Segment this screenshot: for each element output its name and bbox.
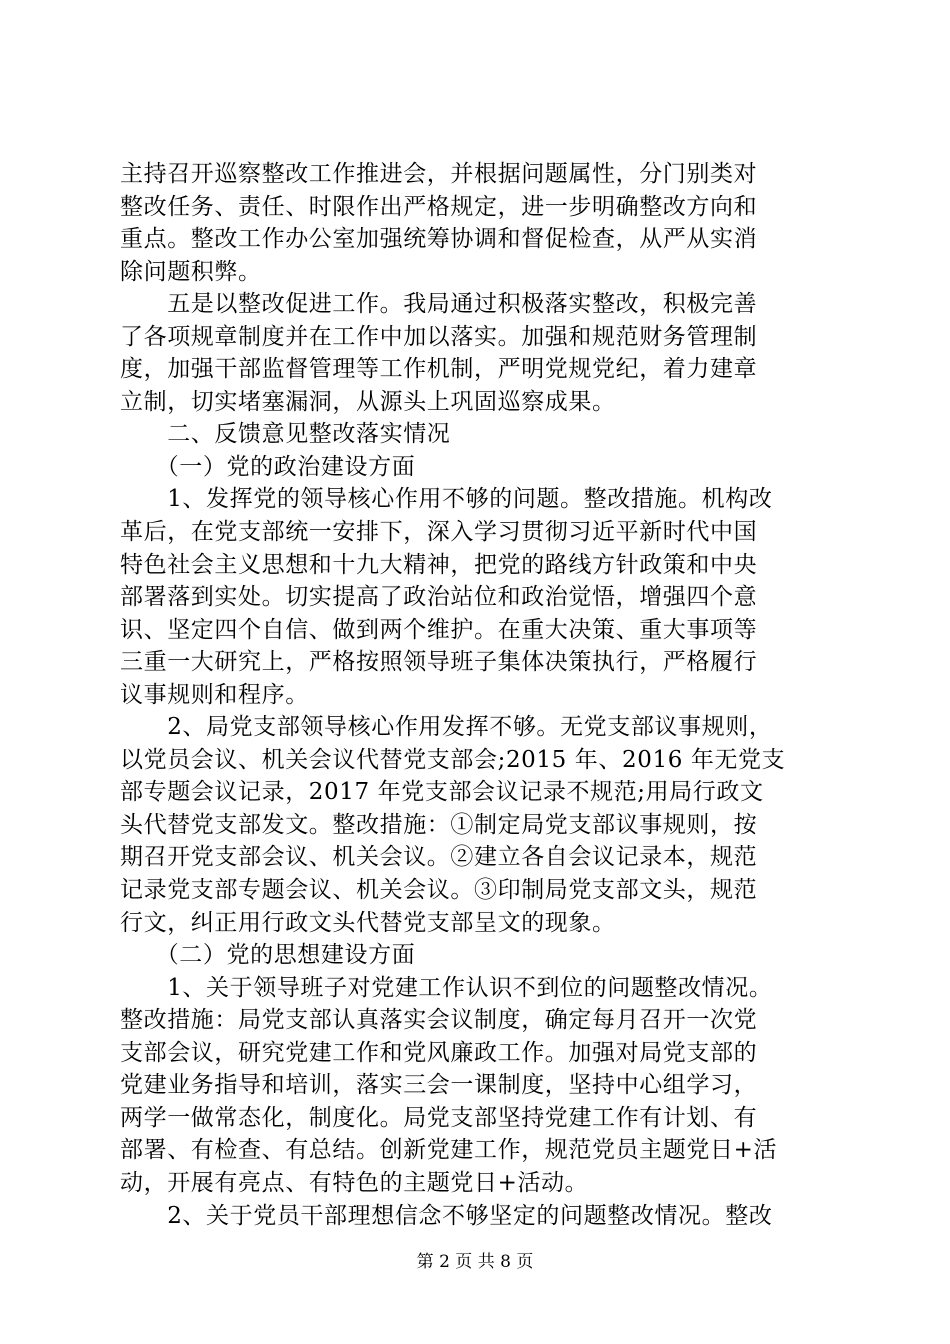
text-line: 动，开展有亮点、有特色的主题党日+活动。 — [120, 1169, 589, 1196]
text-line: 两学一做常态化，制度化。局党支部坚持党建工作有计划、有 — [120, 1104, 758, 1131]
text-line: 革后，在党支部统一安排下，深入学习贯彻习近平新时代中国 — [120, 519, 758, 546]
text-line: 支部会议，研究党建工作和党风廉政工作。加强对局党支部的 — [120, 1039, 758, 1066]
text-line: 识、坚定四个自信、做到两个维护。在重大决策、重大事项等 — [120, 616, 758, 643]
text-line: 整改措施：局党支部认真落实会议制度，确定每月召开一次党 — [120, 1007, 758, 1034]
page-footer: 第 2 页 共 8 页 — [416, 1252, 534, 1272]
text-line: 部专题会议记录，2017 年党支部会议记录不规范;用局行政文 — [120, 779, 764, 806]
text-line: 度，加强干部监督管理等工作机制，严明党规党纪，着力建章 — [120, 356, 758, 383]
text-line: （一）党的政治建设方面 — [120, 453, 416, 480]
text-line: 立制，切实堵塞漏洞，从源头上巩固巡察成果。 — [120, 388, 616, 415]
text-line: 二、反馈意见整改落实情况 — [120, 421, 451, 448]
text-line: 记录党支部专题会议、机关会议。③印制局党支部文头，规范 — [120, 877, 758, 904]
text-line: 主持召开巡察整改工作推进会，并根据问题属性，分门别类对 — [120, 161, 758, 187]
text-line: 头代替党支部发文。整改措施：①制定局党支部议事规则，按 — [120, 811, 758, 838]
text-line: 除问题积弊。 — [120, 258, 262, 285]
text-line: 部署落到实处。切实提高了政治站位和政治觉悟，增强四个意 — [120, 584, 758, 611]
text-line: 了各项规章制度并在工作中加以落实。加强和规范财务管理制 — [120, 323, 758, 350]
text-line: 部署、有检查、有总结。创新党建工作，规范党员主题党日+活 — [120, 1137, 778, 1164]
text-line: 整改任务、责任、时限作出严格规定，进一步明确整改方向和 — [120, 193, 758, 220]
text-line: 1、发挥党的领导核心作用不够的问题。整改措施。机构改 — [120, 486, 773, 513]
text-line: 1、关于领导班子对党建工作认识不到位的问题整改情况。 — [120, 974, 773, 1001]
text-line: 期召开党支部会议、机关会议。②建立各自会议记录本，规范 — [120, 844, 758, 871]
text-line: 行文，纠正用行政文头代替党支部呈文的现象。 — [120, 909, 616, 936]
text-line: 重点。整改工作办公室加强统筹协调和督促检查，从严从实消 — [120, 226, 758, 253]
text-line: 五是以整改促进工作。我局通过积极落实整改，积极完善 — [120, 291, 758, 318]
text-line: 以党员会议、机关会议代替党支部会;2015 年、2016 年无党支 — [120, 746, 786, 773]
text-line: 党建业务指导和培训，落实三会一课制度，坚持中心组学习， — [120, 1072, 758, 1099]
document-body — [120, 158, 832, 1232]
text-line: （二）党的思想建设方面 — [120, 942, 416, 969]
text-line: 特色社会主义思想和十九大精神，把党的路线方针政策和中央 — [120, 551, 758, 578]
text-line: 议事规则和程序。 — [120, 681, 309, 708]
text-line: 2、局党支部领导核心作用发挥不够。无党支部议事规则， — [120, 714, 773, 741]
text-line: 2、关于党员干部理想信念不够坚定的问题整改情况。整改 — [120, 1202, 773, 1229]
text-line: 三重一大研究上，严格按照领导班子集体决策执行，严格履行 — [120, 649, 758, 676]
